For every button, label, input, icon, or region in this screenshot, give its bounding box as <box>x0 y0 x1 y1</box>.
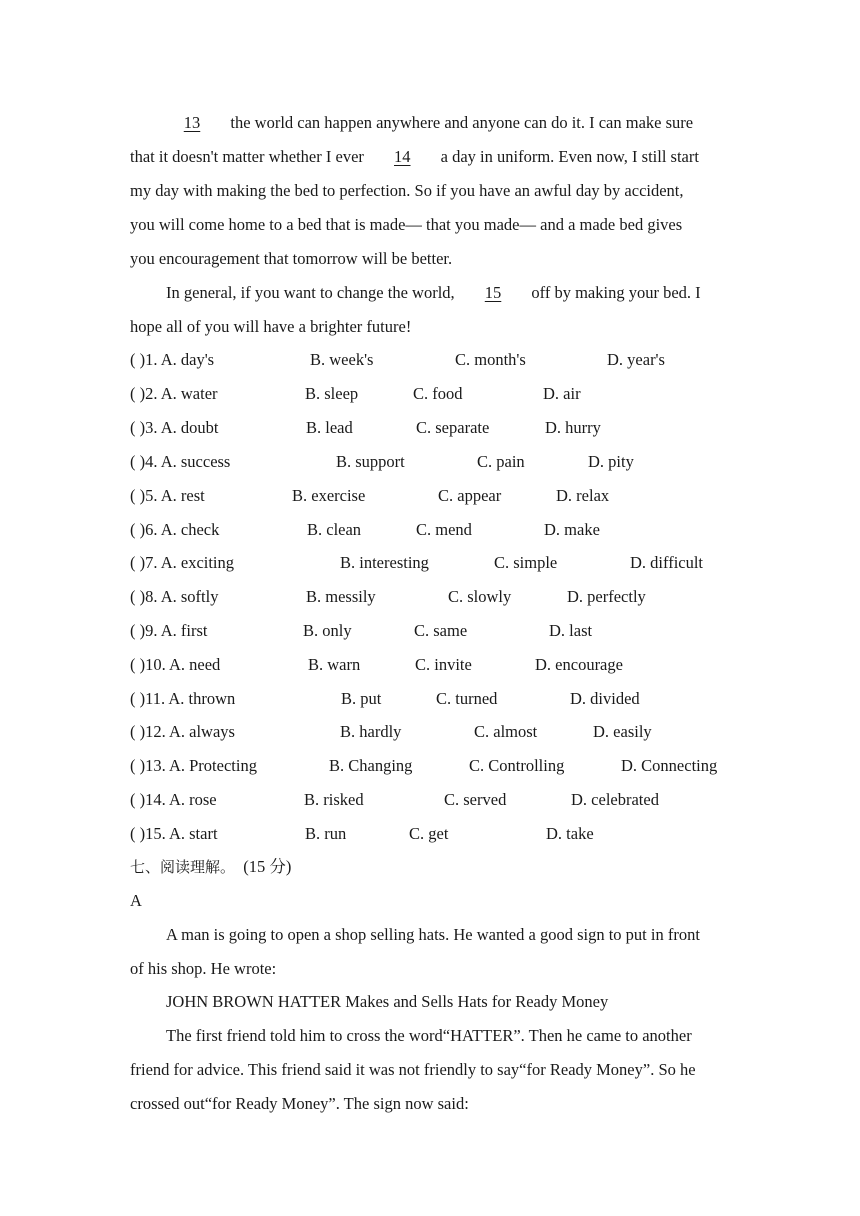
question-number: ( )8. A. softly <box>130 587 219 606</box>
option-d: D. divided <box>570 689 640 708</box>
option-b: B. hardly <box>340 722 402 741</box>
option-c: C. pain <box>477 452 525 471</box>
option-b: B. sleep <box>305 384 359 403</box>
passage-line <box>166 113 693 133</box>
reading-line: friend for advice. This friend said it was not friendly to say“for Ready Money”. So he <box>130 1060 696 1079</box>
option-c: C. appear <box>438 486 502 505</box>
option-b: B. messily <box>306 587 376 606</box>
option-b: B. put <box>341 689 382 708</box>
passage-text: off by making your bed. I <box>531 283 701 302</box>
reading-line: of his shop. He wrote: <box>130 959 277 978</box>
option-c: C. food <box>413 384 463 403</box>
option-b: B. clean <box>307 520 362 539</box>
part-label: A <box>130 891 142 910</box>
option-b: B. risked <box>304 790 364 809</box>
question-number: ( )6. A. check <box>130 520 220 539</box>
blank-14: 14 <box>394 147 411 166</box>
passage-line: you encouragement that tomorrow will be better. <box>130 249 453 268</box>
option-c: C. separate <box>416 418 490 437</box>
option-d: D. difficult <box>630 553 704 572</box>
option-d: D. make <box>544 520 600 539</box>
question-number: ( )10. A. need <box>130 655 221 674</box>
passage-line <box>166 283 701 303</box>
option-d: D. take <box>546 824 594 843</box>
passage-text: that it doesn't matter whether I ever <box>130 147 364 166</box>
passage-text: a day in uniform. Even now, I still start <box>440 147 699 166</box>
option-d: D. perfectly <box>567 587 646 606</box>
option-d: D. hurry <box>545 418 601 437</box>
option-b: B. support <box>336 452 405 471</box>
option-c: C. almost <box>474 722 538 741</box>
option-c: C. get <box>409 824 449 843</box>
passage-line: my day with making the bed to perfection. So if you have an awful day by accident, <box>130 181 684 200</box>
section-score: (15 分) <box>243 857 292 876</box>
section-heading-cn: 七、阅读理解。 <box>130 858 236 876</box>
passage-line <box>130 147 699 167</box>
option-c: C. Controlling <box>469 756 565 775</box>
sign-text: JOHN BROWN HATTER Makes and Sells Hats for Ready Money <box>166 992 609 1011</box>
option-b: B. run <box>305 824 347 843</box>
option-b: B. Changing <box>329 756 413 775</box>
question-number: ( )7. A. exciting <box>130 553 235 572</box>
option-c: C. slowly <box>448 587 512 606</box>
reading-line: The first friend told him to cross the word“HATTER”. Then he came to another <box>166 1026 692 1045</box>
option-b: B. interesting <box>340 553 429 572</box>
reading-line: A man is going to open a shop selling hats. He wanted a good sign to put in front <box>166 925 700 944</box>
option-d: D. relax <box>556 486 610 505</box>
question-number: ( )3. A. doubt <box>130 418 219 437</box>
question-number: ( )2. A. water <box>130 384 218 403</box>
option-d: D. easily <box>593 722 652 741</box>
option-d: D. Connecting <box>621 756 718 775</box>
option-c: C. month's <box>455 350 526 369</box>
question-number: ( )4. A. success <box>130 452 231 471</box>
option-d: D. last <box>549 621 593 640</box>
option-b: B. exercise <box>292 486 366 505</box>
blank-13: 13 <box>183 113 201 132</box>
question-number: ( )11. A. thrown <box>130 689 236 708</box>
option-c: C. simple <box>494 553 558 572</box>
option-c: C. invite <box>415 655 472 674</box>
question-number: ( )1. A. day's <box>130 350 215 369</box>
option-c: C. same <box>414 621 468 640</box>
option-b: B. warn <box>308 655 361 674</box>
question-number: ( )5. A. rest <box>130 486 205 505</box>
option-c: C. mend <box>416 520 472 539</box>
option-d: D. encourage <box>535 655 623 674</box>
question-number: ( )15. A. start <box>130 824 218 843</box>
question-number: ( )9. A. first <box>130 621 208 640</box>
question-number: ( )13. A. Protecting <box>130 756 257 775</box>
option-b: B. lead <box>306 418 353 437</box>
option-d: D. air <box>543 384 581 403</box>
question-number: ( )12. A. always <box>130 722 235 741</box>
option-c: C. turned <box>436 689 498 708</box>
option-b: B. week's <box>310 350 374 369</box>
passage-text: In general, if you want to change the world, <box>166 283 455 302</box>
passage-text: the world can happen anywhere and anyone can do it. I can make sure <box>230 113 694 132</box>
option-d: D. pity <box>588 452 634 471</box>
passage-line: you will come home to a bed that is made— that you made— and a made bed gives <box>130 215 683 234</box>
reading-line: crossed out“for Ready Money”. The sign now said: <box>130 1094 469 1113</box>
option-c: C. served <box>444 790 507 809</box>
option-d: D. year's <box>607 350 665 369</box>
question-number: ( )14. A. rose <box>130 790 217 809</box>
passage-line: hope all of you will have a brighter future! <box>130 317 412 336</box>
section-heading <box>130 857 291 877</box>
option-b: B. only <box>303 621 352 640</box>
option-d: D. celebrated <box>571 790 659 809</box>
blank-15: 15 <box>484 283 502 302</box>
